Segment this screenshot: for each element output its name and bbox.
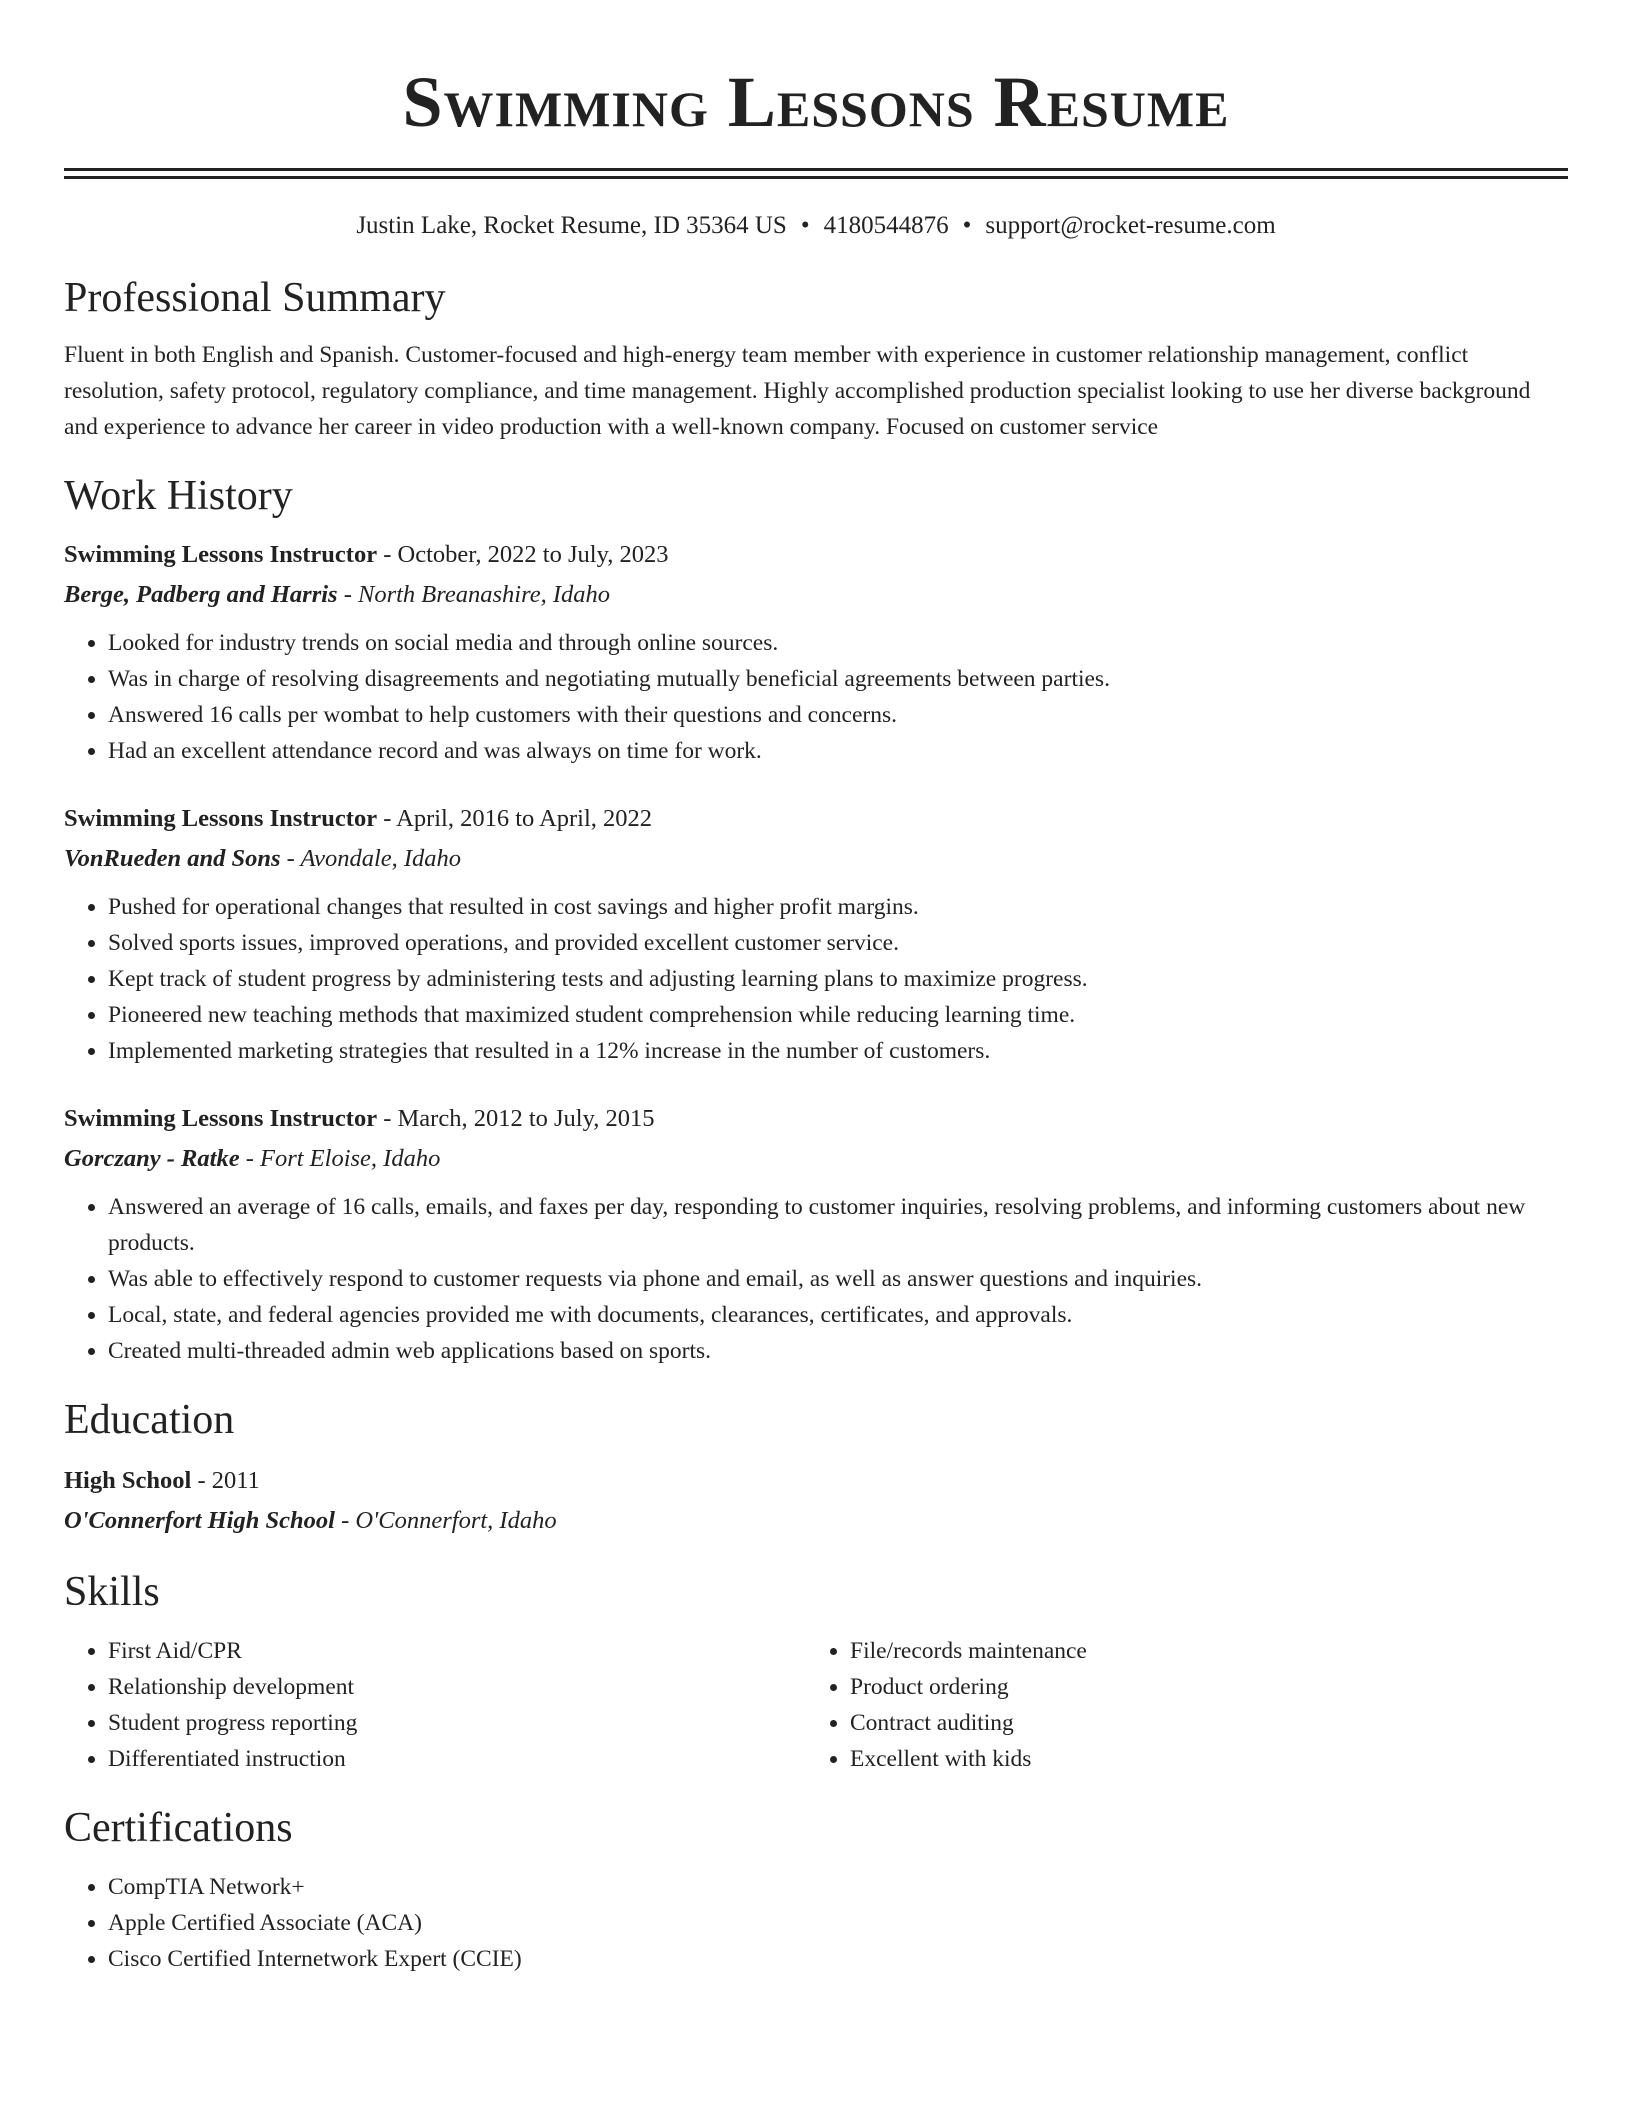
job-dates: - April, 2016 to April, 2022: [377, 805, 653, 832]
skills-column-right: [806, 1633, 1548, 1777]
school-line: [64, 1501, 1568, 1541]
contact-separator: •: [800, 212, 810, 239]
contact-phone: 4180544876: [823, 212, 949, 239]
title-divider: [64, 168, 1568, 179]
job-title: Swimming Lessons Instructor: [64, 1105, 378, 1132]
job-bullets: [64, 1189, 1568, 1369]
job-bullet: • Solved sports issues, improved operations, and provided excellent customer service.: [108, 925, 1568, 961]
company-name: Berge, Padberg and Harris: [64, 581, 338, 608]
company-location: - North Breanashire, Idaho: [337, 581, 611, 608]
company-location: - Fort Eloise, Idaho: [239, 1145, 441, 1172]
job-dates: - March, 2012 to July, 2015: [377, 1105, 655, 1132]
degree: High School: [64, 1467, 192, 1494]
skills-list: [64, 1633, 806, 1777]
skills-list: [806, 1633, 1548, 1777]
job-bullet: • Pioneered new teaching methods that maximized student comprehension while reducing learning time.: [108, 997, 1568, 1033]
summary-text: Fluent in both English and Spanish. Customer-focused and high-energy team member with experience in customer relationship management, conflict resolution, safety protocol, regulatory compliance, and time management. Highly accomplished production specialist looking to use her diverse background and experience to advance her career in video production with a well-known company. Focused on customer service: [64, 342, 1531, 440]
resume-title: Swimming Lessons Resume: [402, 62, 1230, 142]
job-bullet: • Had an excellent attendance record and was always on time for work.: [108, 733, 1568, 769]
skill-item: • Contract auditing: [850, 1705, 1548, 1741]
job-bullet: • Created multi-threaded admin web applications based on sports.: [108, 1333, 1568, 1369]
school-name: O'Connerfort High School: [64, 1507, 335, 1534]
job-bullets: [64, 889, 1568, 1069]
job-bullet: • Answered 16 calls per wombat to help customers with their questions and concerns.: [108, 697, 1568, 733]
job-bullet: • Looked for industry trends on social media and through online sources.: [108, 625, 1568, 661]
job-bullet: • Answered an average of 16 calls, emails, and faxes per day, responding to customer inquiries, resolving problems, and informing customers about new products.: [108, 1189, 1568, 1261]
company-location: - Avondale, Idaho: [280, 845, 462, 872]
skills-heading: Skills: [64, 1569, 160, 1615]
contact-email: support@rocket-resume.com: [985, 212, 1276, 239]
company-line: [64, 1139, 1568, 1179]
degree-line: [64, 1461, 1568, 1501]
certifications-section: [64, 1869, 1568, 1977]
job-title: Swimming Lessons Instructor: [64, 805, 378, 832]
job-bullet: • Pushed for operational changes that resulted in cost savings and higher profit margins.: [108, 889, 1568, 925]
certifications-heading: Certifications: [64, 1805, 293, 1851]
certification-item: • CompTIA Network+: [108, 1869, 1568, 1905]
skill-item: • Excellent with kids: [850, 1741, 1548, 1777]
job-bullet: • Was able to effectively respond to customer requests via phone and email, as well as answer questions and inquiries.: [108, 1261, 1568, 1297]
job-title: Swimming Lessons Instructor: [64, 541, 378, 568]
work-history-heading: Work History: [64, 473, 293, 519]
education-entry: [64, 1461, 1568, 1541]
job-bullet: • Implemented marketing strategies that resulted in a 12% increase in the number of customers.: [108, 1033, 1568, 1069]
company-line: [64, 575, 1568, 615]
certification-item: • Apple Certified Associate (ACA): [108, 1905, 1568, 1941]
job-entry: [64, 535, 1568, 769]
summary-heading: Professional Summary: [64, 275, 446, 321]
job-bullet: • Was in charge of resolving disagreements and negotiating mutually beneficial agreements between parties.: [108, 661, 1568, 697]
skill-item: • Student progress reporting: [108, 1705, 806, 1741]
job-bullet: • Kept track of student progress by administering tests and adjusting learning plans to maximize progress.: [108, 961, 1568, 997]
job-title-line: [64, 799, 1568, 839]
skill-item: • Product ordering: [850, 1669, 1548, 1705]
school-location: - O'Connerfort, Idaho: [334, 1507, 557, 1534]
company-name: Gorczany - Ratke: [64, 1145, 240, 1172]
contact-separator: •: [962, 212, 972, 239]
certifications-list: [64, 1869, 1568, 1977]
company-name: VonRueden and Sons: [64, 845, 281, 872]
job-title-line: [64, 1099, 1568, 1139]
certification-item: • Cisco Certified Internetwork Expert (CCIE): [108, 1941, 1568, 1977]
skill-item: • Differentiated instruction: [108, 1741, 806, 1777]
job-title-line: [64, 535, 1568, 575]
skills-column-left: [64, 1633, 806, 1777]
contact-line: [64, 209, 1568, 243]
job-dates: - October, 2022 to July, 2023: [377, 541, 669, 568]
skill-item: • Relationship development: [108, 1669, 806, 1705]
education-heading: Education: [64, 1397, 235, 1443]
contact-address: Justin Lake, Rocket Resume, ID 35364 US: [356, 212, 787, 239]
graduation-year: - 2011: [191, 1467, 260, 1494]
job-entry: [64, 1099, 1568, 1369]
job-bullet: • Local, state, and federal agencies provided me with documents, clearances, certificates, and approvals.: [108, 1297, 1568, 1333]
skill-item: • First Aid/CPR: [108, 1633, 806, 1669]
job-bullets: [64, 625, 1568, 769]
job-entry: [64, 799, 1568, 1069]
skills-grid: [64, 1633, 1568, 1777]
skill-item: • File/records maintenance: [850, 1633, 1548, 1669]
company-line: [64, 839, 1568, 879]
